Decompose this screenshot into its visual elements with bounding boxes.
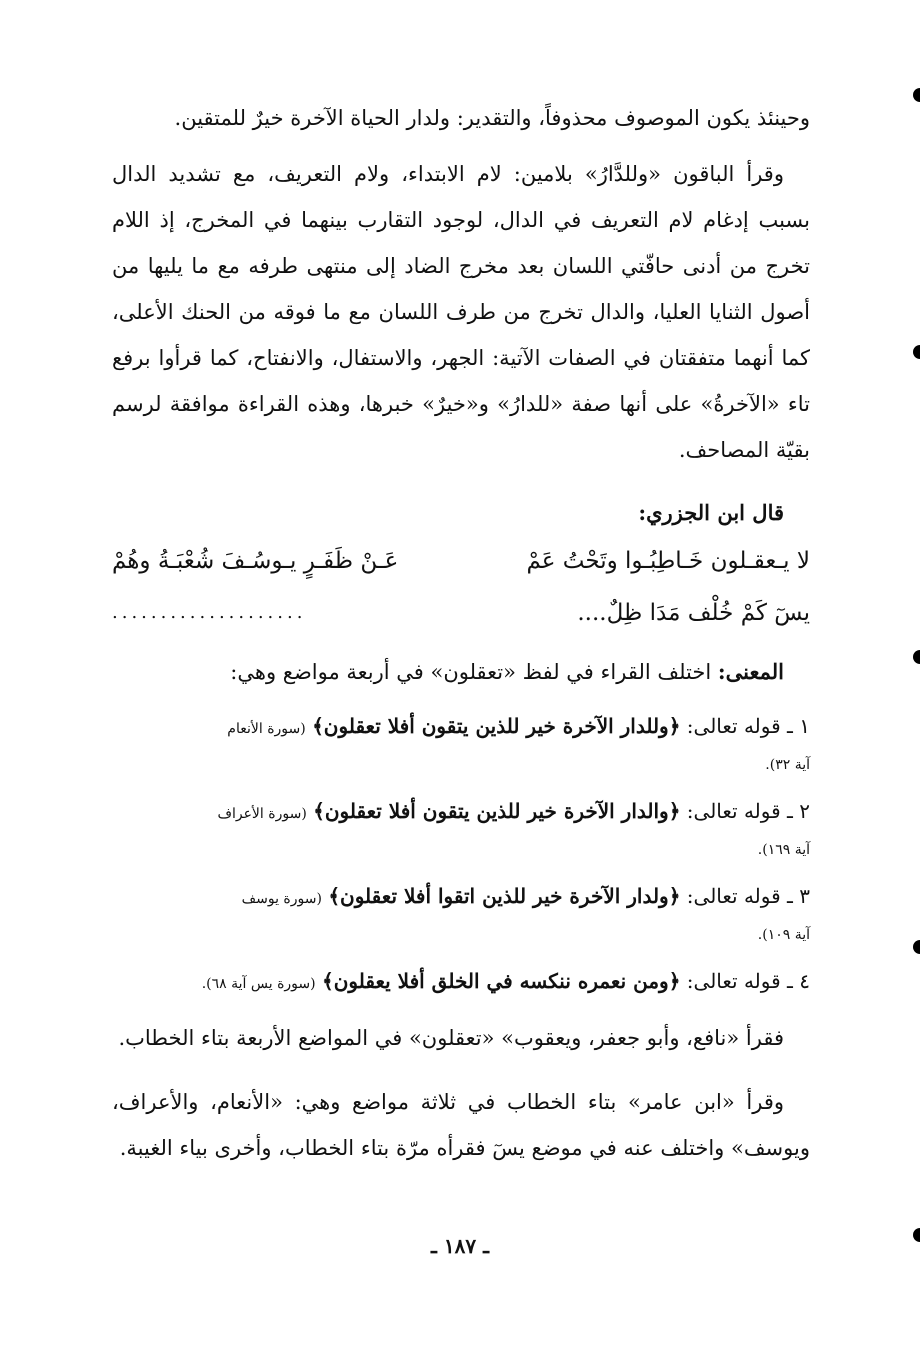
list-item [112,790,810,835]
list-item [112,960,810,1005]
item-number: ٣ ـ [787,884,810,908]
poem-hemistich: يسٓ كَمْ خُلْف مَدَا ظِلٌ.... [577,600,810,626]
poem-hemistich: لا يـعقـلون خَـاطِبُـوا وتَحْتُ عَمْ [526,548,810,574]
page-edge-mark [913,88,920,102]
item-intro: قوله تعالى: [686,799,781,823]
page-number: ـ ١٨٧ ـ [431,1234,489,1258]
paragraph-3: فقرأ «نافع، وأبو جعفر، ويعقوب» «تعقلون» في المواضع الأربعة بتاء الخطاب. [118,1026,784,1050]
item-verse: ﴿والدار الآخرة خير للذين يتقون أفلا تعقلون﴾ [313,799,681,823]
item-intro: قوله تعالى: [686,884,781,908]
poem [112,535,810,639]
item-reference: (سورة يس آية ٦٨). [201,976,316,992]
item-intro: قوله تعالى: [686,969,781,993]
page-edge-mark [913,345,920,359]
poem-line-2 [112,587,810,639]
item-verse: ﴿وللدار الآخرة خير للذين يتقون أفلا تعقلون﴾ [312,714,681,738]
meaning-paragraph [112,649,810,695]
poem-ellipsis: .................... [112,602,307,623]
item-reference: (سورة الأنعام [227,721,306,737]
item-reference: (سورة يوسف [241,891,322,907]
item-reference-continued: آية ٣٢). [765,757,810,773]
poem-hemistich: عَـنْ ظَفَـرٍ يـوسُـفَ شُعْبَـةُ وهُمْ [112,548,399,574]
item-reference-continued: آية ١٦٩). [757,842,810,858]
section-heading: قال ابن الجزري: [638,500,784,525]
paragraph-4: وقرأ «ابن عامر» بتاء الخطاب في ثلاثة مواضع وهي: «الأنعام، والأعراف، ويوسف» واختلف عنه في موضع يسٓ فقرأه مرّة بتاء الخطاب، وأخرى بياء الغيبة. [112,1090,810,1160]
poem-line-1 [112,535,810,587]
item-number: ٤ ـ [787,969,810,993]
paragraph-2: وقرأ الباقون «وللدَّارُ» بلامين: لام الابتداء، ولام التعريف، مع تشديد الدال بسبب إدغام لام التعريف في الدال، لوجود التقارب بينهما في المخرج، إذ اللام تخرج من أدنى حافّتي اللسان بعد مخرج الضاد إلى منتهى طرفه مع ما يليها من أصول الثنايا العليا، والدال تخرج من طرف اللسان مع ما فوقه من الحنك الأعلى، كما أنهما متفقتان في الصفات الآتية: الجهر، والاستفال، والانفتاح، كما قرأوا برفع تاء «الآخرةُ» على أنها صفة «للدارُ» و«خيرٌ» خبرها، وهذه القراءة موافقة لرسم بقيّة المصاحف. [112,162,810,462]
item-verse: ﴿ومن نعمره ننكسه في الخلق أفلا يعقلون﴾ [321,969,681,993]
item-reference: (سورة الأعراف [217,806,307,822]
meaning-label: المعنى: [717,659,784,684]
list-item [112,875,810,920]
item-intro: قوله تعالى: [686,714,781,738]
item-number: ١ ـ [787,714,810,738]
item-reference-continued: آية ١٠٩). [757,927,810,943]
meaning-text: اختلف القراء في لفظ «تعقلون» في أربعة مواضع وهي: [230,660,712,684]
paragraph-1: وحينئذ يكون الموصوف محذوفاً، والتقدير: ولدار الحياة الآخرة خيرٌ للمتقين. [174,106,810,130]
page-body [112,95,810,1171]
list-item [112,705,810,750]
page-edge-mark [913,940,920,954]
item-number: ٢ ـ [787,799,810,823]
item-verse: ﴿ولدار الآخرة خير للذين اتقوا أفلا تعقلون﴾ [328,884,681,908]
page-edge-mark [913,650,920,664]
